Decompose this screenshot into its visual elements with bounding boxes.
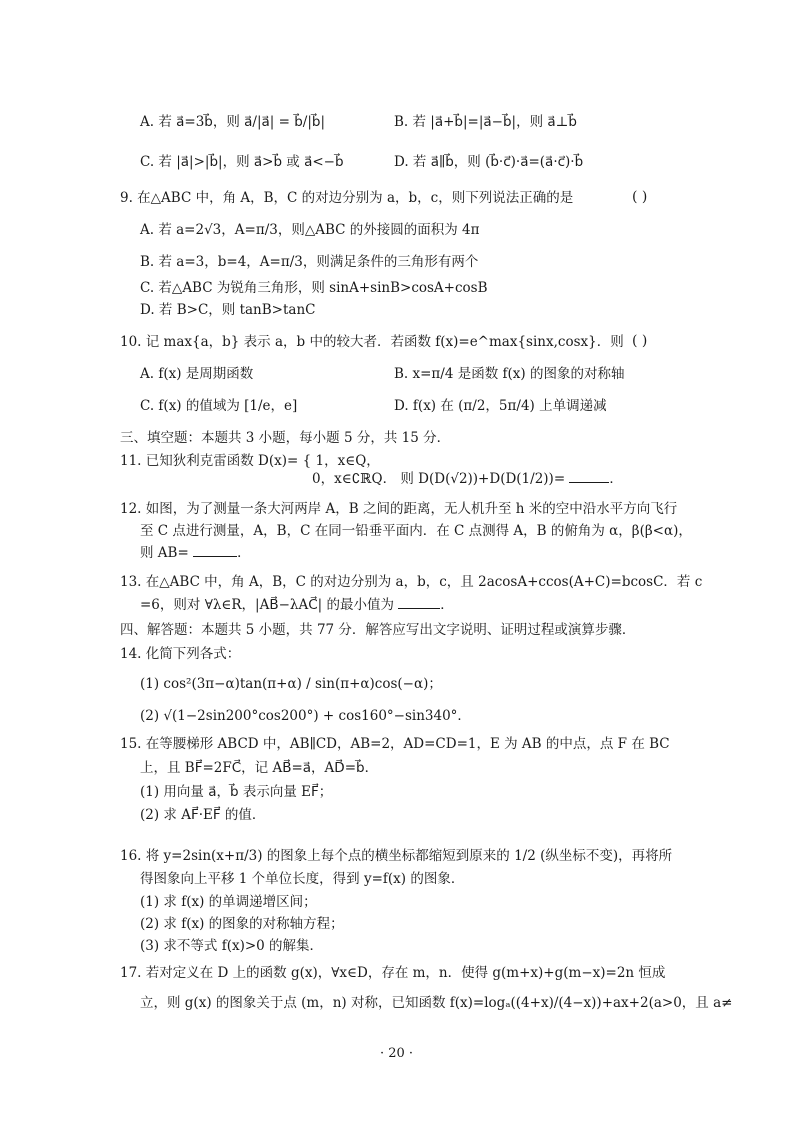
- q13-line-2-text: =6，则对 ∀λ∈R，|AB⃗−λAC⃗| 的最小值为: [140, 597, 394, 613]
- q17-line-1: 17. 若对定义在 D 上的函数 g(x)，∀x∈D，存在 m，n．使得 g(m+x)+g(m−x)=2n 恒成: [120, 965, 666, 981]
- q16-part-1: (1) 求 f(x) 的单调递增区间；: [140, 894, 317, 910]
- q12-answer-blank: [193, 556, 237, 557]
- q11-line-1: 11. 已知狄利克雷函数 D(x)= { 1，x∈Q，: [120, 453, 380, 469]
- q9-option-a: A. 若 a=2√3，A=π/3，则△ABC 的外接圆的面积为 4π: [140, 222, 480, 238]
- q15-part-1: (1) 用向量 a⃗，b⃗ 表示向量 EF⃗；: [140, 784, 333, 800]
- q8-option-d: D. 若 a⃗∥b⃗，则 (b⃗·c⃗)·a⃗=(a⃗·c⃗)·b⃗: [394, 154, 584, 170]
- q9-option-b: B. 若 a=3，b=4，A=π/3，则满足条件的三角形有两个: [140, 254, 479, 270]
- section-3-heading: 三、填空题：本题共 3 小题，每小题 5 分，共 15 分．: [120, 430, 451, 446]
- q9-option-c: C. 若△ABC 为锐角三角形，则 sinA+sinB>cosA+cosB: [140, 280, 488, 296]
- q14-part-2: (2) √(1−2sin200°cos200°) + cos160°−sin340°．: [140, 708, 471, 724]
- q11-line-2: [312, 470, 623, 488]
- q10-answer-paren: ( ): [632, 333, 648, 349]
- q12-line-3: [140, 544, 251, 562]
- page-number: · 20 ·: [379, 1046, 414, 1061]
- q11-line-2-text: 0，x∈∁ℝQ． 则 D(D(√2))+D(D(1/2))=: [312, 471, 566, 487]
- q12-end: ．: [237, 545, 251, 561]
- q15-line-2: 上，且 BF⃗=2FC⃗，记 AB⃗=a⃗，AD⃗=b⃗．: [140, 760, 379, 776]
- q15-line-1: 15. 在等腰梯形 ABCD 中，AB∥CD，AB=2，AD=CD=1，E 为 AB 的中点，点 F 在 BC: [120, 736, 670, 752]
- q8-option-b: B. 若 |a⃗+b⃗|=|a⃗−b⃗|，则 a⃗⊥b⃗: [394, 114, 577, 130]
- q10-option-a: A. f(x) 是周期函数: [140, 366, 254, 382]
- q13-line-1: 13. 在△ABC 中，角 A，B，C 的对边分别为 a，b，c，且 2acosA+ccos(A+C)=bcosC．若 c: [120, 574, 703, 590]
- q9-stem: 9. 在△ABC 中，角 A，B，C 的对边分别为 a，b，c，则下列说法正确的是: [120, 190, 574, 206]
- q16-part-2: (2) 求 f(x) 的图象的对称轴方程；: [140, 916, 344, 932]
- q16-line-1: 16. 将 y=2sin(x+π/3) 的图象上每个点的横坐标都缩短到原来的 1/2 (纵坐标不变)，再将所: [120, 848, 673, 864]
- q11-answer-blank: [569, 482, 609, 483]
- q12-line-2: 至 C 点进行测量，A，B，C 在同一铅垂平面内．在 C 点测得 A，B 的俯角为 α，β(β<α)，: [140, 523, 692, 539]
- q9-answer-paren: ( ): [632, 189, 648, 205]
- q12-line-3-text: 则 AB=: [140, 545, 189, 561]
- q10-option-c: C. f(x) 的值域为 [1/e，e]: [140, 398, 298, 414]
- q10-option-b: B. x=π/4 是函数 f(x) 的图象的对称轴: [394, 366, 625, 382]
- q16-line-2: 得图象向上平移 1 个单位长度，得到 y=f(x) 的图象．: [140, 871, 465, 887]
- q13-end: ．: [440, 597, 454, 613]
- section-4-heading: 四、解答题：本题共 5 小题，共 77 分．解答应写出文字说明、证明过程或演算步骤．: [120, 622, 636, 638]
- q10-stem: 10. 记 max{a，b} 表示 a，b 中的较大者．若函数 f(x)=e^max{sinx,cosx}．则: [120, 334, 624, 350]
- q11-end: ．: [609, 471, 623, 487]
- q13-line-2: [140, 596, 454, 614]
- q17-line-2: 立，则 g(x) 的图象关于点 (m，n) 对称，已知函数 f(x)=logₐ((4+x)/(4−x))+ax+2(a>0，且 a≠: [140, 995, 733, 1011]
- q15-part-2: (2) 求 AF⃗·EF⃗ 的值．: [140, 807, 266, 823]
- q10-option-d: D. f(x) 在 (π/2，5π/4) 上单调递减: [394, 398, 607, 414]
- q13-answer-blank: [398, 608, 440, 609]
- q12-line-1: 12. 如图，为了测量一条大河两岸 A，B 之间的距离，无人机升至 h 米的空中沿水平方向飞行: [120, 501, 678, 517]
- q8-option-c: C. 若 |a⃗|>|b⃗|，则 a⃗>b⃗ 或 a⃗<−b⃗: [140, 154, 344, 170]
- q14-stem: 14. 化简下列各式：: [120, 646, 241, 662]
- q16-part-3: (3) 求不等式 f(x)>0 的解集．: [140, 938, 324, 954]
- q8-option-a: A. 若 a⃗=3b⃗，则 a⃗/|a⃗| = b⃗/|b⃗|: [140, 114, 326, 130]
- q14-part-1: (1) cos²(3π−α)tan(π+α) / sin(π+α)cos(−α)；: [140, 676, 442, 692]
- q9-option-d: D. 若 B>C，则 tanB>tanC: [140, 302, 316, 318]
